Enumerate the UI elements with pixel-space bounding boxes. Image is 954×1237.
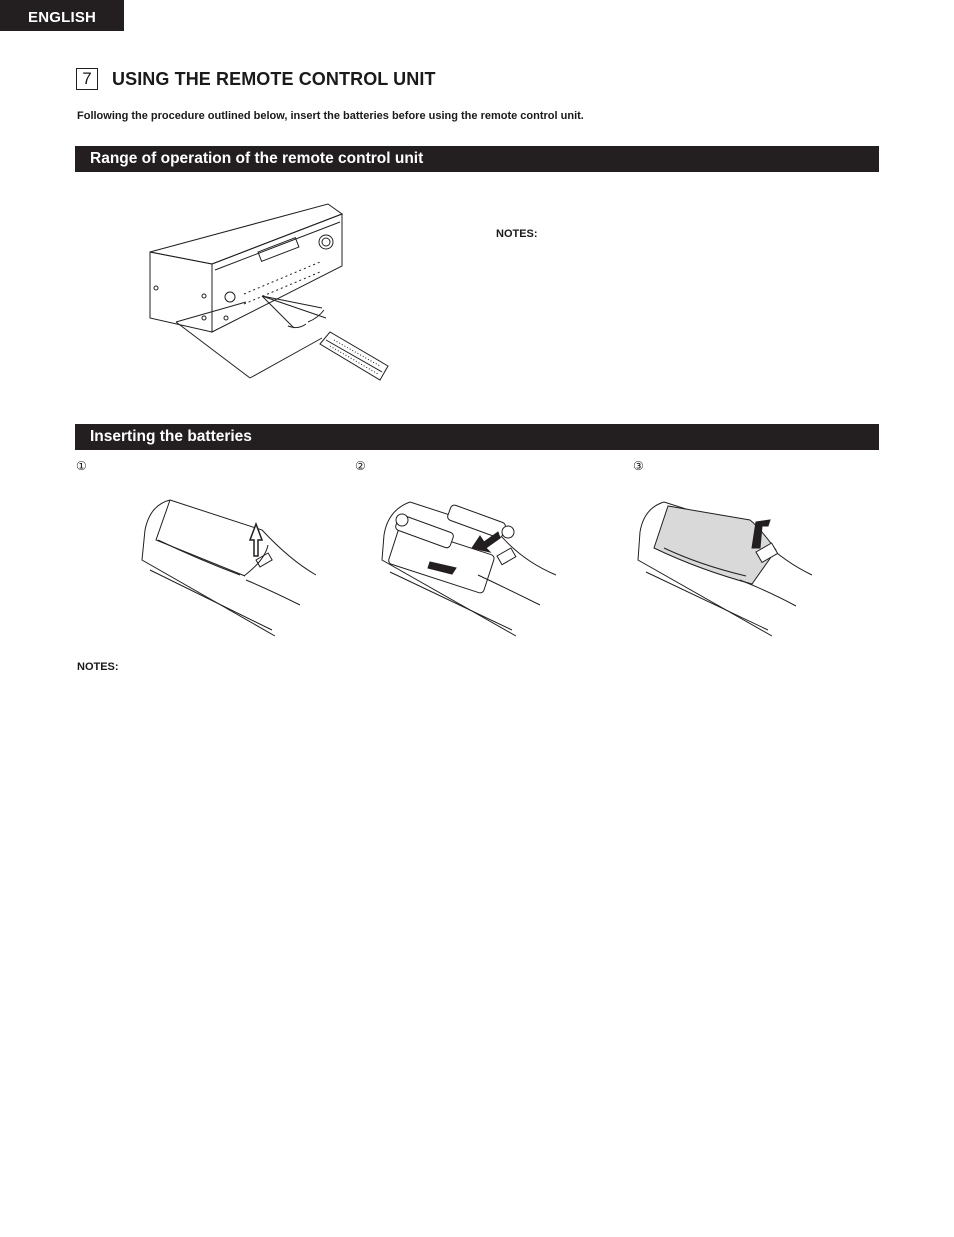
intro-text: Following the procedure outlined below, insert the batteries before using the remote control unit. bbox=[77, 110, 584, 122]
section-number: 7 bbox=[76, 68, 98, 90]
receiver-remote-illustration bbox=[140, 190, 400, 390]
batteries-heading-bar: Inserting the batteries bbox=[75, 424, 879, 450]
battery-right bbox=[447, 504, 514, 539]
open-battery-cover-illustration bbox=[138, 494, 323, 639]
battery-left bbox=[395, 514, 455, 549]
language-tab: ENGLISH bbox=[0, 0, 124, 31]
close-battery-cover-illustration bbox=[634, 494, 819, 639]
step-1-number: ① bbox=[76, 459, 87, 473]
batteries-notes-label: NOTES: bbox=[77, 661, 119, 673]
range-heading-bar: Range of operation of the remote control unit bbox=[75, 146, 879, 172]
receiver-illustration bbox=[150, 204, 342, 332]
step-2-number: ② bbox=[355, 459, 366, 473]
step-3-number: ③ bbox=[633, 459, 644, 473]
range-lines bbox=[176, 296, 326, 378]
range-notes-label: NOTES: bbox=[496, 228, 538, 240]
section-title: USING THE REMOTE CONTROL UNIT bbox=[112, 68, 436, 89]
insert-batteries-illustration bbox=[378, 494, 563, 639]
remote-control-illustration bbox=[320, 332, 388, 380]
section-heading bbox=[76, 66, 436, 92]
